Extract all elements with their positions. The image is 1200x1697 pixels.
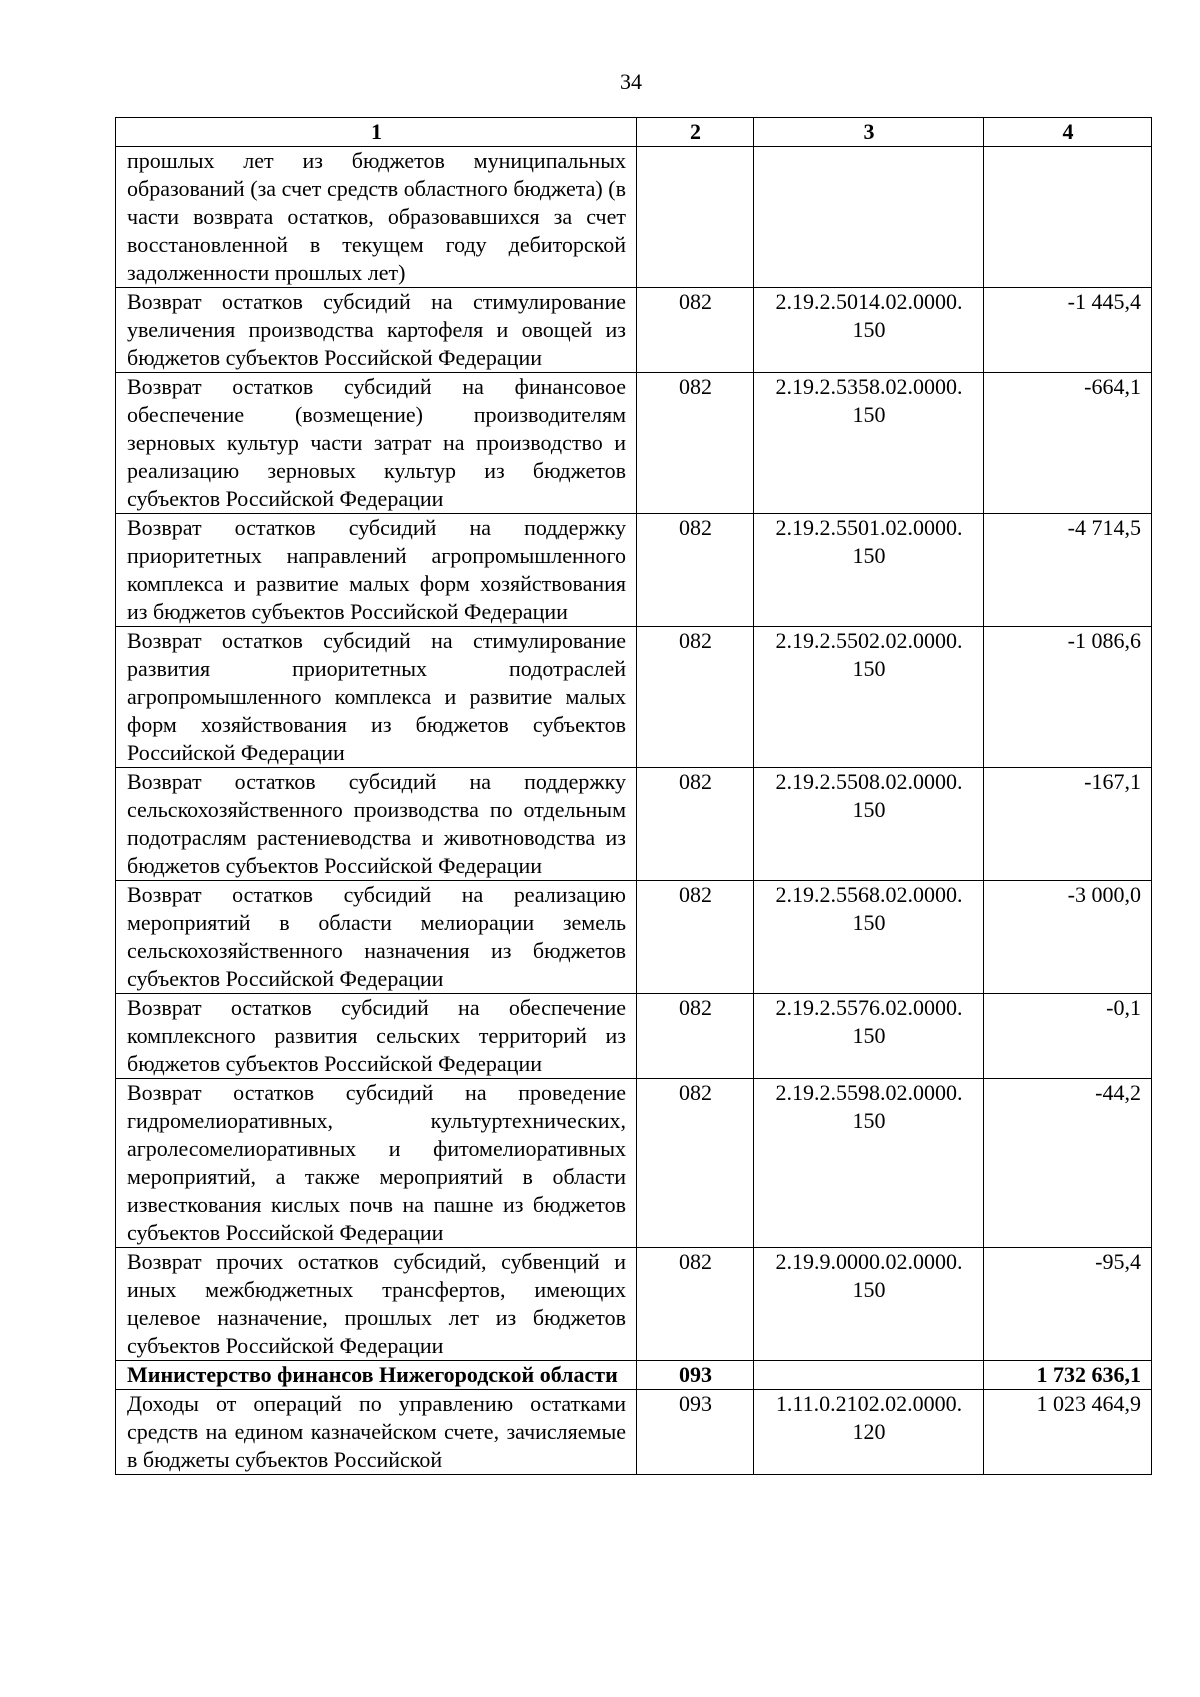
column-header-2: 2 [637, 118, 754, 147]
table-row [116, 768, 1152, 881]
row-name-cell: Доходы от операций по управлению остатками средств на едином казначейском счете, зачисляемые в бюджеты субъектов Российской [116, 1390, 637, 1475]
row-amount-cell [984, 147, 1152, 288]
row-name-cell: Возврат остатков субсидий на поддержку сельскохозяйственного производства по отдельным подотраслям растениеводства и животноводства из бюджетов субъектов Российской Федерации [116, 768, 637, 881]
table-row [116, 627, 1152, 768]
row-code-cell: 082 [637, 627, 754, 768]
table-row [116, 147, 1152, 288]
row-name-cell: прошлых лет из бюджетов муниципальных образований (за счет средств областного бюджета) (в части возврата остатков, образовавшихся за счет восстановленной в текущем году дебиторской задолженности прошлых лет) [116, 147, 637, 288]
row-amount-cell: -3 000,0 [984, 881, 1152, 994]
row-amount-cell: -44,2 [984, 1079, 1152, 1248]
row-kbk-cell: 1.11.0.2102.02.0000. 120 [754, 1390, 984, 1475]
row-kbk-cell: 2.19.2.5568.02.0000. 150 [754, 881, 984, 994]
row-kbk-cell: 2.19.2.5508.02.0000. 150 [754, 768, 984, 881]
row-amount-cell: 1 023 464,9 [984, 1390, 1152, 1475]
table-row [116, 1079, 1152, 1248]
row-code-cell: 082 [637, 514, 754, 627]
page-number: 34 [620, 69, 642, 94]
row-kbk-cell: 2.19.2.5358.02.0000. 150 [754, 373, 984, 514]
column-header-1: 1 [116, 118, 637, 147]
row-code-cell: 082 [637, 768, 754, 881]
row-kbk-cell [754, 1361, 984, 1390]
table-row [116, 994, 1152, 1079]
row-code-cell: 093 [637, 1390, 754, 1475]
row-code-cell: 082 [637, 1079, 754, 1248]
row-kbk-cell [754, 147, 984, 288]
table-row-ministry-total [116, 1361, 1152, 1390]
row-amount-cell: -167,1 [984, 768, 1152, 881]
table-row [116, 1390, 1152, 1475]
row-amount-cell: -1 086,6 [984, 627, 1152, 768]
row-name-cell: Возврат остатков субсидий на обеспечение комплексного развития сельских территорий из бюджетов субъектов Российской Федерации [116, 994, 637, 1079]
row-code-cell: 082 [637, 994, 754, 1079]
row-code-cell [637, 147, 754, 288]
column-header-4: 4 [984, 118, 1152, 147]
row-code-cell: 082 [637, 288, 754, 373]
table-header-row [116, 118, 1152, 147]
table-row [116, 288, 1152, 373]
budget-revenue-table [115, 117, 1152, 1475]
row-code-cell: 082 [637, 881, 754, 994]
row-code-cell: 093 [637, 1361, 754, 1390]
column-header-3: 3 [754, 118, 984, 147]
row-kbk-cell: 2.19.2.5598.02.0000. 150 [754, 1079, 984, 1248]
row-amount-cell: -664,1 [984, 373, 1152, 514]
row-kbk-cell: 2.19.2.5502.02.0000. 150 [754, 627, 984, 768]
row-name-cell: Возврат остатков субсидий на стимулирование увеличения производства картофеля и овощей из бюджетов субъектов Российской Федерации [116, 288, 637, 373]
row-code-cell: 082 [637, 373, 754, 514]
table-row [116, 881, 1152, 994]
table-row [116, 514, 1152, 627]
row-amount-cell: -1 445,4 [984, 288, 1152, 373]
table-row [116, 373, 1152, 514]
row-name-cell: Возврат прочих остатков субсидий, субвенций и иных межбюджетных трансфертов, имеющих целевое назначение, прошлых лет из бюджетов субъектов Российской Федерации [116, 1248, 637, 1361]
row-name-cell: Возврат остатков субсидий на реализацию мероприятий в области мелиорации земель сельскохозяйственного назначения из бюджетов субъектов Российской Федерации [116, 881, 637, 994]
row-kbk-cell: 2.19.2.5576.02.0000. 150 [754, 994, 984, 1079]
row-amount-cell: -4 714,5 [984, 514, 1152, 627]
row-name-cell: Возврат остатков субсидий на поддержку приоритетных направлений агропромышленного комплекса и развитие малых форм хозяйствования из бюджетов субъектов Российской Федерации [116, 514, 637, 627]
row-name-cell: Министерство финансов Нижегородской области [116, 1361, 637, 1390]
row-amount-cell: 1 732 636,1 [984, 1361, 1152, 1390]
row-name-cell: Возврат остатков субсидий на финансовое обеспечение (возмещение) производителям зерновых культур части затрат на производство и реализацию зерновых культур из бюджетов субъектов Российской Федерации [116, 373, 637, 514]
row-kbk-cell: 2.19.9.0000.02.0000. 150 [754, 1248, 984, 1361]
row-name-cell: Возврат остатков субсидий на стимулирование развития приоритетных подотраслей агропромышленного комплекса и развитие малых форм хозяйствования из бюджетов субъектов Российской Федерации [116, 627, 637, 768]
row-amount-cell: -95,4 [984, 1248, 1152, 1361]
table-row [116, 1248, 1152, 1361]
row-amount-cell: -0,1 [984, 994, 1152, 1079]
row-code-cell: 082 [637, 1248, 754, 1361]
row-kbk-cell: 2.19.2.5501.02.0000. 150 [754, 514, 984, 627]
row-kbk-cell: 2.19.2.5014.02.0000. 150 [754, 288, 984, 373]
row-name-cell: Возврат остатков субсидий на проведение гидромелиоративных, культуртехнических, агролесомелиоративных и фитомелиоративных мероприятий, а также мероприятий в области известкования кислых почв на пашне из бюджетов субъектов Российской Федерации [116, 1079, 637, 1248]
